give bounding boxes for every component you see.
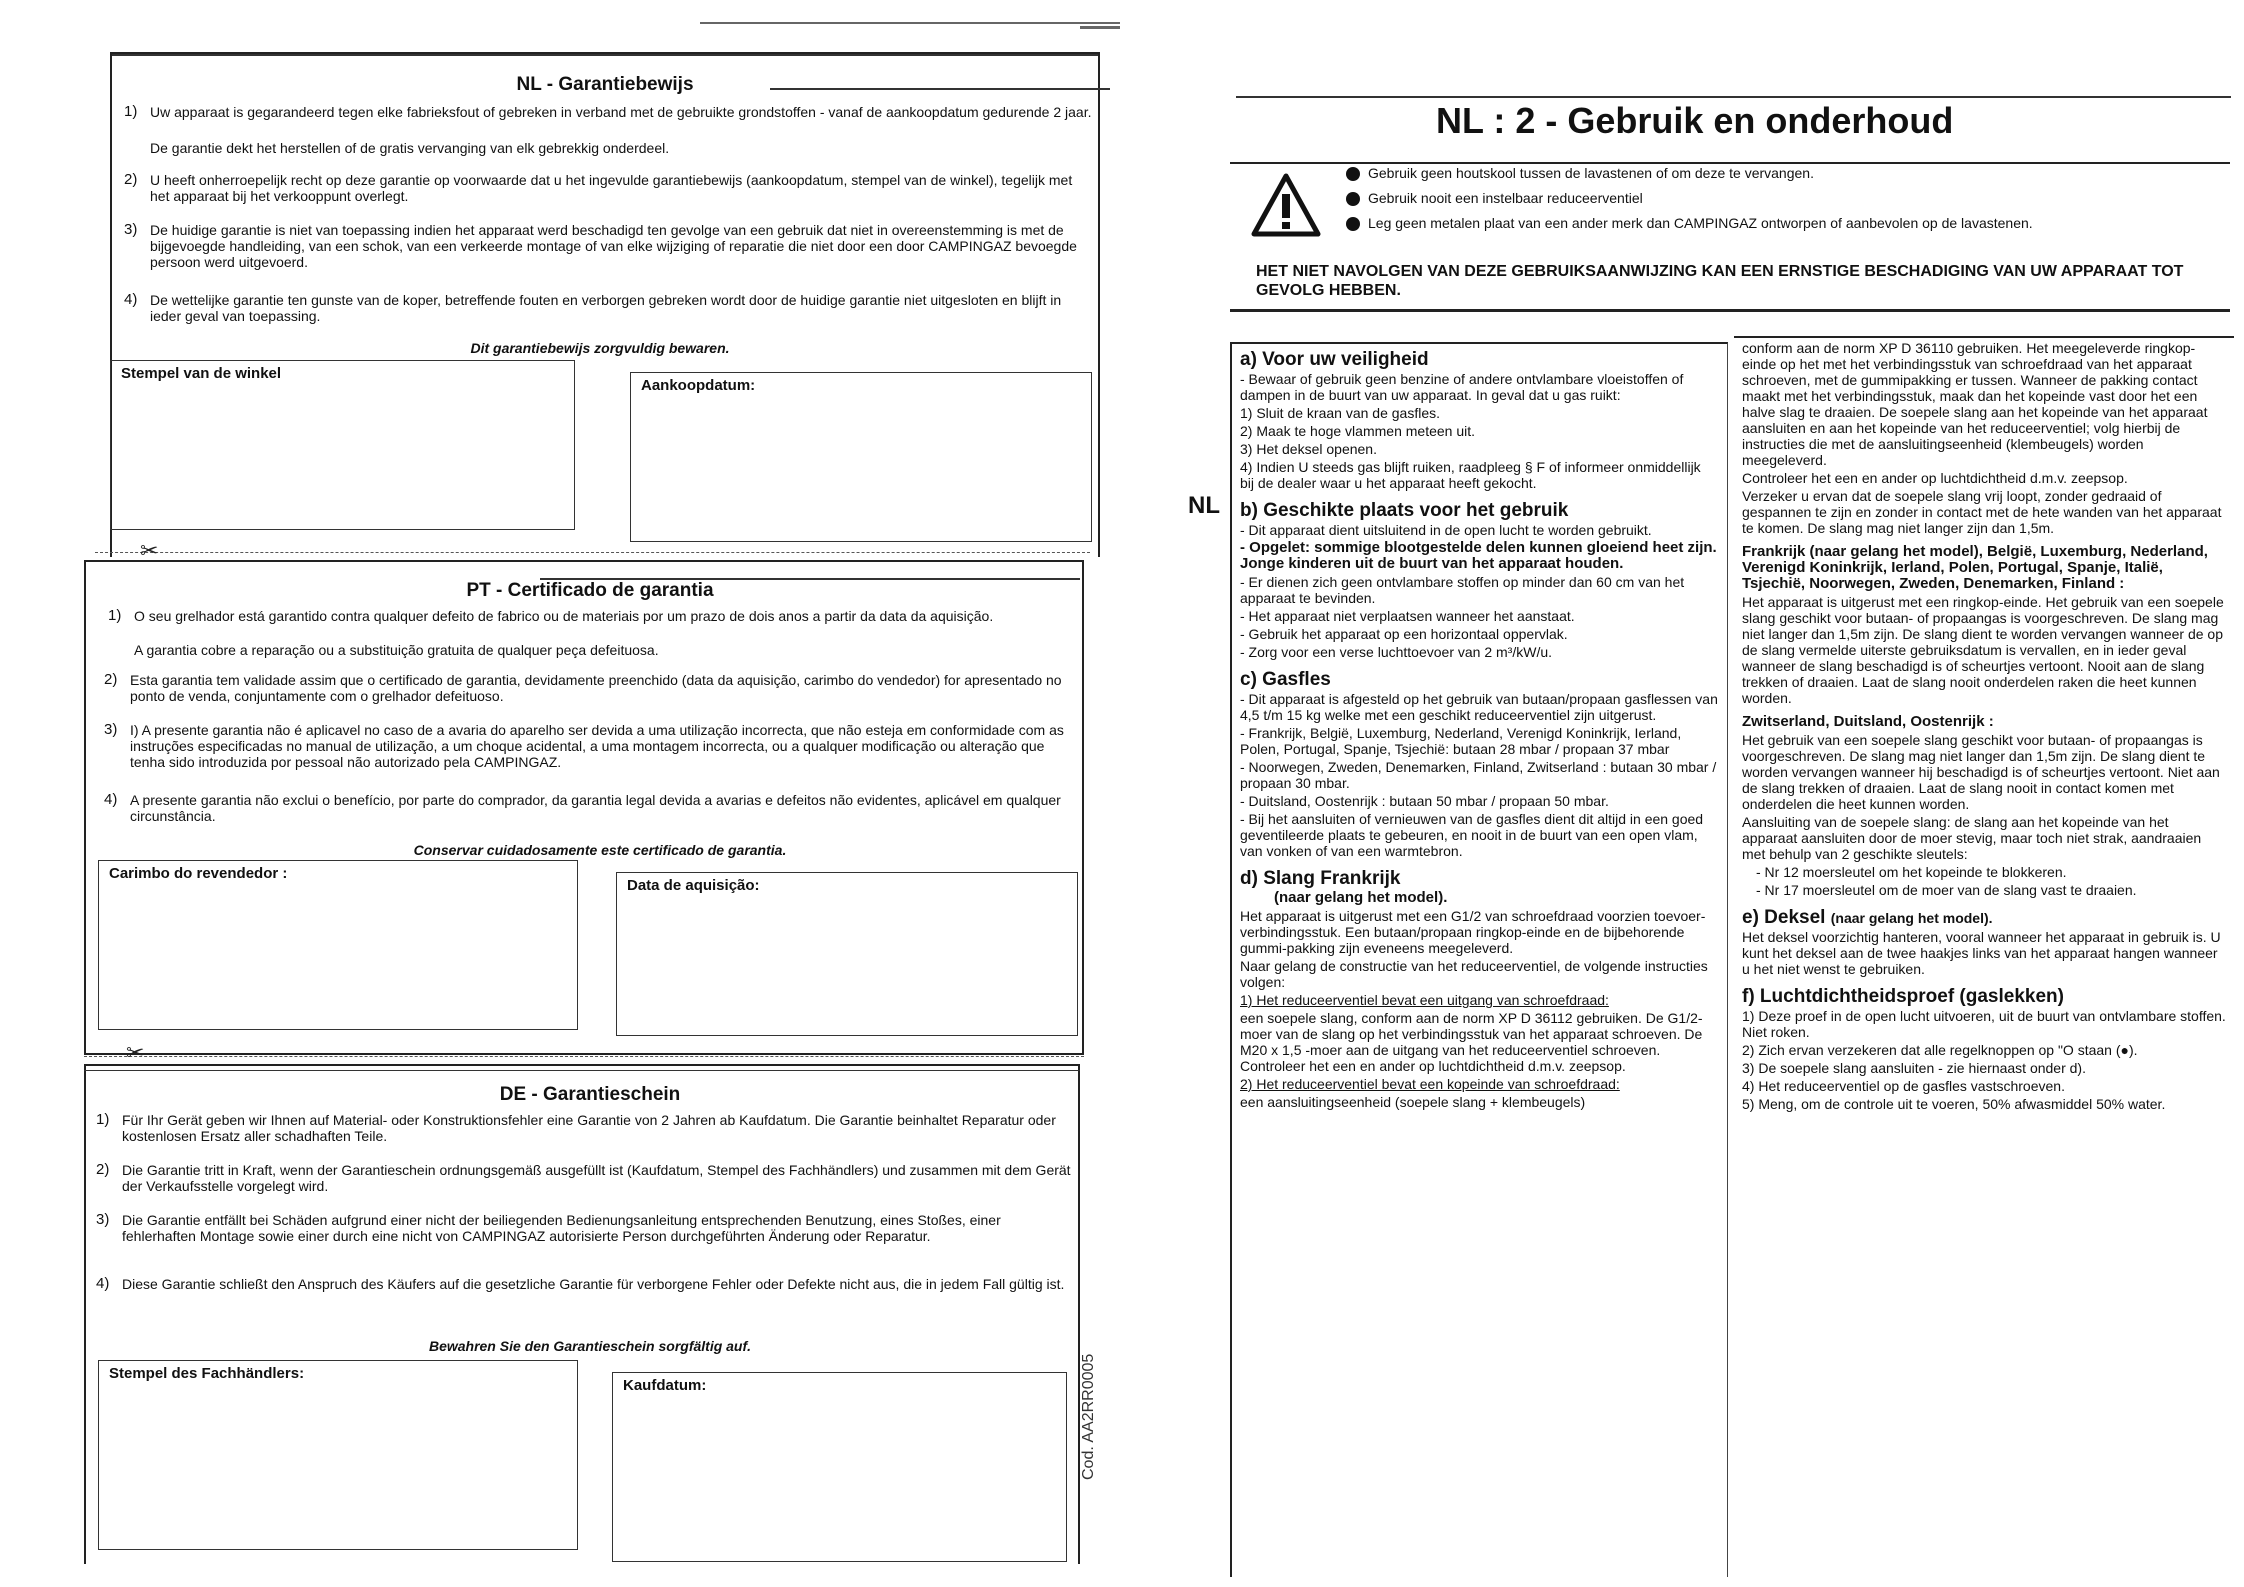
language-side-tab: NL bbox=[1188, 492, 1220, 519]
section-d-subtitle: (naar gelang het model). bbox=[1274, 889, 1448, 906]
section-e-title: e) Deksel (naar gelang het model). bbox=[1742, 907, 1993, 928]
section-c-item-1: - Dit apparaat is afgesteld op het gebruik van butaan/propaan gasflessen van 4,5 t/m 15 kg welke met een geschikt reduceerventiel zijn uitgerust. bbox=[1240, 691, 1718, 723]
warning-item-3: Leg geen metalen plaat van een ander merk dan CAMPINGAZ ontworpen of aanbevolen op de lavastenen. bbox=[1346, 214, 2206, 232]
warning-triangle-icon bbox=[1250, 172, 1322, 238]
section-f-title: f) Luchtdichtheidsproef (gaslekken) bbox=[1742, 986, 2064, 1007]
nl-date-label: Aankoopdatum: bbox=[641, 377, 756, 394]
section-e-item-1: Het deksel voorzichtig hanteren, vooral wanneer het apparaat in gebruik is. U kunt het deksel aan de twee haakjes links van het apparaat hangen wanneer u het niet wenst te gebruiken. bbox=[1742, 929, 2221, 977]
col2-paragraph-4: Het apparaat is uitgerust met een ringkop-einde. Het gebruik van een soepele slang geschikt voor butaan- of propaangas is voorgeschreven. De slang mag niet langer dan 1,5m zijn. De slang dient te worden vervangen wanneer de op de slang vermelde uiterste gebruiksdatum is vervallen, en in ieder geval wanneer de slang beschadigd is of scheurtjes vertoont. Nooit aan de slang trekken of draaien. Laat de slang nooit onderdelen raken die heet kunnen worden. bbox=[1742, 594, 2224, 706]
de-stamp-box bbox=[98, 1360, 578, 1550]
col2-paragraph-3: Verzeker u ervan dat de soepele slang vrij loopt, zonder gedraaid of gespannen te zijn en zonder in contact met de hete wanden van het apparaat te komen. De slang mag niet langer zijn dan 1,5m. bbox=[1742, 488, 2222, 536]
bullet-icon bbox=[1346, 167, 1360, 181]
section-f-item-4: 4) Het reduceerventiel op de gasfles vastschroeven. bbox=[1742, 1078, 2065, 1094]
de-item-2: 2) Die Garantie tritt in Kraft, wenn der Garantieschein ordnungsgemäß ausgefüllt ist (Kaufdatum, Stempel des Fachhändlers) und zusammen mit dem Gerät der Verkaufsstelle vorgelegt wird. bbox=[96, 1161, 1071, 1194]
section-f-item-1: 1) Deze proef in de open lucht uitvoeren, uit de buurt van ontvlambare stoffen. Niet roken. bbox=[1742, 1008, 2226, 1040]
right-column bbox=[1742, 340, 2226, 1114]
nl-item-4: 4) De wettelijke garantie ten gunste van de koper, betreffende fouten en verborgen gebreken wordt door de huidige garantie niet uitgesloten en blijft in ieder geval van toepassing. bbox=[124, 291, 1062, 324]
product-code: Cod. AA2RR0005 bbox=[1080, 1353, 1097, 1480]
col2-heading-countries-2: Zwitserland, Duitsland, Oostenrijk : bbox=[1742, 713, 1994, 730]
pt-keep-note: Conservar cuidadosamente este certificado de garantia. bbox=[413, 842, 787, 858]
section-d-title: d) Slang Frankrijk bbox=[1240, 868, 1401, 889]
pt-date-box bbox=[616, 872, 1078, 1036]
col2-wrench-17: - Nr 17 moersleutel om de moer van de slang vast te draaien. bbox=[1756, 882, 2137, 898]
section-a-step-4: 4) Indien U steeds gas blijft ruiken, raadpleeg § F of informeer onmiddellijk bij de dealer waar u het apparaat heeft gekocht. bbox=[1240, 459, 1701, 491]
section-b-item-3: - Er dienen zich geen ontvlambare stoffen op minder dan 60 cm van het apparaat te bevinden. bbox=[1240, 574, 1685, 606]
nl-title-rule bbox=[770, 88, 1110, 90]
col2-heading-countries-1: Frankrijk (naar gelang het model), België, Luxemburg, Nederland, Verenigd Koninkrijk, Ierland, Polen, Portugal, Spanje, Italië, Tsjechië, Noorwegen, Zweden, Denemarken, Finland : bbox=[1742, 543, 2208, 592]
pt-item-3: 3) I) A presente garantia não é aplicavel no caso de a avaria do aparelho ser devida a uma utilização incorrecta, que não esteja em conformidade com as instruções especificadas no manual de utilização, a um choque acidental, a uma montagem incorrecta, ou a qualquer modificação ou alteração que tenha sido introduzida por pessoal não autorizado pela CAMPINGAZ. bbox=[104, 721, 1064, 770]
col2-paragraph-5: Het gebruik van een soepele slang geschikt voor butaan- of propaangas is voorgeschreven. De slang mag niet langer dan 1,5m zijn. De slang dient te worden vervangen wanneer hij beschadigd is of scheurtjes vertoont. Niet aan de slang trekken of draaien. Laat de slang nooit in contact komen met onderdelen die heet kunnen worden. bbox=[1742, 732, 2220, 812]
bullet-icon bbox=[1346, 217, 1360, 231]
col2-paragraph-6: Aansluiting van de soepele slang: de slang aan het kopeinde van het apparaat aansluiten door de moer stevig, maar toch niet strak, aandraaien met behulp van 2 geschikte sleutels: bbox=[1742, 814, 2202, 862]
section-b-item-5: - Gebruik het apparaat op een horizontaal oppervlak. bbox=[1240, 626, 1568, 642]
cut-line-1 bbox=[95, 552, 1090, 553]
col2-paragraph-2: Controleer het een en ander op luchtdichtheid d.m.v. zeepsop. bbox=[1742, 470, 2128, 486]
de-item-3: 3) Die Garantie entfällt bei Schäden aufgrund einer nicht der beiliegenden Bedienungsanleitung entsprechenden Benutzung, eines Stoßes, einer fehlerhaften Montage sowie einer durch eine nicht von CAMPINGAZ autorisierte Person durchgeführten Änderung oder Reparatur. bbox=[96, 1211, 1001, 1244]
manual-page-title: NL : 2 - Gebruik en onderhoud bbox=[1436, 100, 1954, 141]
section-b-item-6: - Zorg voor een verse luchttoevoer van 2 m³/kW/u. bbox=[1240, 644, 1553, 660]
nl-item-2: 2) U heeft onherroepelijk recht op deze garantie op voorwaarde dat u het ingevulde garantiebewijs (aankoopdatum, stempel van de winkel), tegelijk met het apparaat bij het verkooppunt overlegt. bbox=[124, 171, 1073, 204]
section-a-intro: - Bewaar of gebruik geen benzine of andere ontvlambare vloeistoffen of dampen in de buurt van uw apparaat. In geval dat u gas ruikt: bbox=[1240, 371, 1684, 403]
nl-stamp-box bbox=[110, 360, 575, 530]
de-date-label: Kaufdatum: bbox=[623, 1377, 707, 1394]
section-c-item-5: - Bij het aansluiten of vernieuwen van de gasfles dient dit altijd in een goed geventileerde plaats te gebeuren, en nooit in de buurt van een open vlam, van vonken of van een warmtebron. bbox=[1240, 811, 1704, 859]
section-a-step-2: 2) Maak te hoge vlammen meteen uit. bbox=[1240, 423, 1476, 439]
de-stamp-label: Stempel des Fachhändlers: bbox=[109, 1365, 305, 1382]
section-c-item-2: - Frankrijk, België, Luxemburg, Nederland, Verenigd Koninkrijk, Ierland, Polen, Portugal, Spanje, Tsjechië: butaan 28 mbar / propaan 37 mbar bbox=[1240, 725, 1682, 757]
pt-date-label: Data de aquisição: bbox=[627, 877, 760, 894]
section-a-title: a) Voor uw veiligheid bbox=[1240, 349, 1429, 370]
de-title-rule bbox=[84, 1070, 1080, 1071]
nl-date-box bbox=[630, 372, 1092, 542]
section-d-item-3-heading: 1) Het reduceerventiel bevat een uitgang van schroefdraad: bbox=[1240, 992, 1609, 1008]
pt-item-2: 2) Esta garantia tem validade assim que o certificado de garantia, devidamente preenchido (data da aquisição, carimbo do vendedor) for apresentado no ponto de venda, conjuntamente com o grelhador defeituoso. bbox=[104, 671, 1062, 704]
nl-item-1b: De garantie dekt het herstellen of de gratis vervanging van elk gebrekkig onderdeel. bbox=[150, 140, 670, 156]
col2-paragraph-1: conform aan de norm XP D 36110 gebruiken. Het meegeleverde ringkop-einde op het met het verbindingsstuk van schroefdraad van het apparaat schroeven, met de gummipakking er tussen. Wanneer de pakking contact maakt met het verbindingsstuk, maak dan het kopeinde vast door het een halve slag te draaien. De soepele slang aan het kopeinde van het apparaat aansluiten en aan het kopeinde van het reduceerventiel; volg hierbij de instructies die met de aansluitingseenheid (klembeugels) worden meegeleverd. bbox=[1742, 340, 2208, 468]
pt-item-4: 4) A presente garantia não exclui o benefício, por parte do comprador, da garantia legal devida a avarias e defeitos não evidentes, aplicável em qualquer circunstância. bbox=[104, 791, 1061, 824]
de-keep-note: Bewahren Sie den Garantieschein sorgfältig auf. bbox=[428, 1338, 752, 1354]
section-d-item-2: Naar gelang de constructie van het reduceerventiel, de volgende instructies volgen: bbox=[1240, 958, 1708, 990]
section-d-item-4-heading: 2) Het reduceerventiel bevat een kopeinde van schroefdraad: bbox=[1240, 1076, 1620, 1092]
section-b-item-4: - Het apparaat niet verplaatsen wanneer het aanstaat. bbox=[1240, 608, 1575, 624]
section-b-item-1: - Dit apparaat dient uitsluitend in de open lucht te worden gebruikt. bbox=[1240, 522, 1652, 538]
right-column-frame bbox=[1734, 336, 2234, 356]
section-f-item-2: 2) Zich ervan verzekeren dat alle regelknoppen op "O staan (●). bbox=[1742, 1042, 2138, 1058]
warning-item-2: Gebruik nooit een instelbaar reduceerventiel bbox=[1346, 189, 2206, 207]
section-b-item-2: - Opgelet: sommige blootgestelde delen kunnen gloeiend heet zijn. Jonge kinderen uit de buurt van het apparaat houden. bbox=[1240, 539, 1717, 572]
pt-stamp-box bbox=[98, 860, 578, 1030]
section-b-title: b) Geschikte plaats voor het gebruik bbox=[1240, 500, 1569, 521]
section-c-item-3: - Noorwegen, Zweden, Denemarken, Finland, Zwitserland : butaan 30 mbar / propaan 30 mbar. bbox=[1240, 759, 1717, 791]
pt-item-1: 1) O seu grelhador está garantido contra qualquer defeito de fabrico ou de materiais por um prazo de dois anos a partir da data da aquisição. bbox=[108, 607, 994, 624]
nl-stamp-label: Stempel van de winkel bbox=[121, 365, 282, 382]
de-item-1: 1) Für Ihr Gerät geben wir Ihnen auf Material- oder Konstruktionsfehler eine Garantie von 2 Jahren ab Kaufdatum. Die Garantie beinhaltet Reparatur oder kostenlosen Ersatz aller schadhaften Teile. bbox=[96, 1111, 1056, 1144]
warning-item-1: Gebruik geen houtskool tussen de lavastenen of om deze te vervangen. bbox=[1346, 164, 2206, 182]
de-warranty-title: DE - Garantieschein bbox=[499, 1084, 681, 1105]
de-date-box bbox=[612, 1372, 1067, 1562]
section-a-step-3: 3) Het deksel openen. bbox=[1240, 441, 1377, 457]
cut-line-2 bbox=[84, 1056, 1084, 1057]
scissors-icon: ✂ bbox=[140, 538, 159, 563]
nl-warranty-title: NL - Garantiebewijs bbox=[516, 74, 694, 95]
right-top-rule bbox=[1236, 96, 2231, 98]
section-d-item-4-body: een aansluitingseenheid (soepele slang + klembeugels) bbox=[1240, 1094, 1586, 1110]
section-f-item-3: 3) De soepele slang aansluiten - zie hiernaast onder d). bbox=[1742, 1060, 2086, 1076]
nl-item-3: 3) De huidige garantie is niet van toepassing indien het apparaat werd beschadigd ten gevolge van een gebruik dat niet in overeenstemming is met de bijgevoegde handleiding, van een schok, van een verkeerde montage of van elke wijziging of reparatie die niet door een door CAMPINGAZ bevoegde persoon werd uitgevoerd. bbox=[124, 221, 1077, 270]
section-c-item-4: - Duitsland, Oostenrijk : butaan 50 mbar / propaan 50 mbar. bbox=[1240, 793, 1609, 809]
pt-warranty-title: PT - Certificado de garantia bbox=[466, 580, 714, 601]
nl-item-1: 1) Uw apparaat is gegarandeerd tegen elke fabrieksfout of gebreken in verband met de gebruikte grondstoffen - vanaf de aankoopdatum gedurende 2 jaar. bbox=[124, 103, 1092, 120]
nl-keep-note: Dit garantiebewijs zorgvuldig bewaren. bbox=[470, 340, 730, 356]
section-a-step-1: 1) Sluit de kraan van de gasfles. bbox=[1240, 405, 1441, 421]
section-f-item-5: 5) Meng, om de controle uit te voeren, 50% afwasmiddel 50% water. bbox=[1742, 1096, 2166, 1112]
left-column bbox=[1240, 346, 1718, 1112]
pt-item-1b: A garantia cobre a reparação ou a substituição gratuita de qualquer peça defeituosa. bbox=[134, 642, 659, 658]
pt-stamp-label: Carimbo do revendedor : bbox=[109, 865, 288, 882]
col2-wrench-12: - Nr 12 moersleutel om het kopeinde te blokkeren. bbox=[1756, 864, 2067, 880]
section-c-title: c) Gasfles bbox=[1240, 669, 1331, 690]
section-d-item-3-body: een soepele slang, conform aan de norm XP D 36112 gebruiken. De G1/2-moer van de slang op het verbindingsstuk van het apparaat schroeven. De M20 x 1,5 -moer aan de uitgang van het reduceerventiel schroeven. Controleer het een en ander op luchtdichtheid d.m.v. zeepsop. bbox=[1240, 1010, 1703, 1074]
section-d-item-1: Het apparaat is uitgerust met een G1/2 van schroefdraad voorzien toevoer-verbindingsstuk. Een butaan/propaan ringkop-einde en de bijbehorende gummi-pakking zijn eveneens meegeleverd. bbox=[1240, 908, 1706, 956]
de-item-4: 4) Diese Garantie schließt den Anspruch des Käufers auf die gesetzliche Garantie für verborgene Fehler oder Defekte nicht aus, die in jedem Fall gültig ist. bbox=[96, 1275, 1065, 1292]
bullet-icon bbox=[1346, 192, 1360, 206]
section-e-subtitle: (naar gelang het model). bbox=[1830, 910, 1993, 926]
pt-title-rule bbox=[540, 578, 1080, 580]
caution-text: HET NIET NAVOLGEN VAN DEZE GEBRUIKSAANWIJZING KAN EEN ERNSTIGE BESCHADIGING VAN UW APPARAAT TOT GEVOLG HEBBEN. bbox=[1256, 263, 2184, 299]
scissors-icon: ✂ bbox=[126, 1040, 145, 1065]
